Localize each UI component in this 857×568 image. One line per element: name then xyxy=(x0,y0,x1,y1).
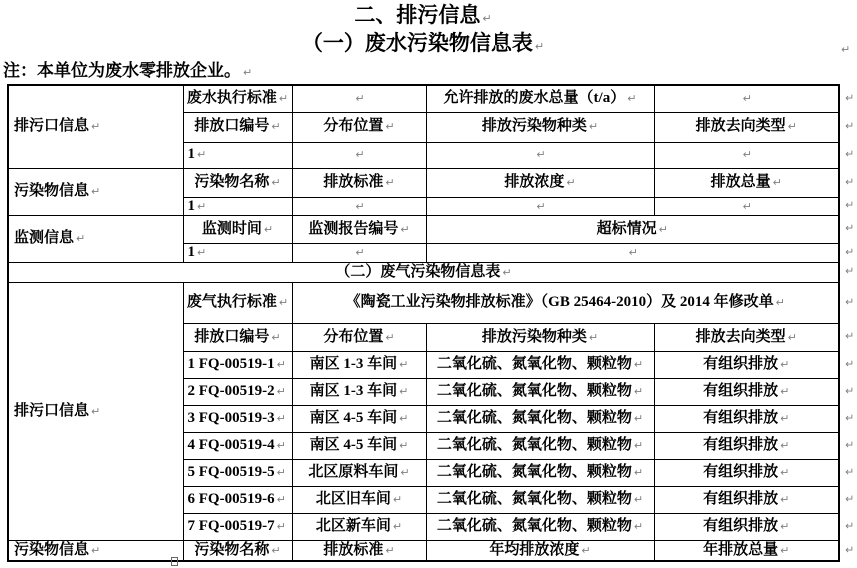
cell-text: 有组织排放 xyxy=(703,464,779,481)
table-row xyxy=(8,85,839,112)
end-of-cell-mark: ↵ xyxy=(385,175,395,189)
end-of-cell-mark: ↵ xyxy=(271,330,281,344)
end-of-row-mark: ↵ xyxy=(845,295,855,308)
cell-text: 南区 4-5 车间 xyxy=(309,410,398,427)
end-of-cell-mark: ↵ xyxy=(276,466,286,480)
table-cell-empty xyxy=(292,197,426,215)
table-cell xyxy=(183,85,292,112)
table-cell xyxy=(183,243,292,262)
end-of-cell-mark: ↵ xyxy=(385,543,395,557)
section-label-cell xyxy=(8,282,183,540)
table-cell-empty xyxy=(292,85,426,112)
end-of-cell-mark: ↵ xyxy=(633,520,644,534)
end-of-cell-mark: ↵ xyxy=(742,92,752,106)
cell-text: 允许排放的废水总量（t/a） xyxy=(443,90,626,107)
end-of-row-mark: ↵ xyxy=(845,384,855,397)
end-of-cell-mark: ↵ xyxy=(581,543,591,557)
table-cell xyxy=(183,513,292,540)
end-of-cell-mark: ↵ xyxy=(276,385,286,399)
end-of-cell-mark: ↵ xyxy=(658,222,668,236)
table-cell xyxy=(292,513,426,540)
table-cell xyxy=(183,215,292,243)
end-of-cell-mark: ↵ xyxy=(536,148,546,162)
table-cell xyxy=(292,405,426,432)
end-of-row-mark: ↵ xyxy=(845,175,855,188)
end-of-row-mark: ↵ xyxy=(845,198,855,212)
pollution-info-table xyxy=(7,84,840,562)
cell-text: 监测时间 xyxy=(201,220,262,237)
end-of-cell-mark: ↵ xyxy=(780,439,790,453)
stray-paragraph-mark: ↵ xyxy=(841,43,851,56)
cell-text: 排放去向类型 xyxy=(695,328,786,345)
end-of-cell-mark: ↵ xyxy=(399,358,409,372)
end-of-row-mark: ↵ xyxy=(845,147,855,161)
cell-text: 二氧化硫、氮氧化物、颗粒物 xyxy=(436,518,632,535)
table-cell xyxy=(292,378,426,405)
cell-text: 排放污染物种类 xyxy=(481,118,587,135)
end-of-cell-mark: ↵ xyxy=(772,175,782,189)
table-cell xyxy=(654,540,839,561)
table-cell xyxy=(183,378,292,405)
cell-text: 年排放总量 xyxy=(703,541,779,558)
end-of-cell-mark: ↵ xyxy=(263,222,274,236)
end-of-cell-mark: ↵ xyxy=(742,199,752,213)
table-cell xyxy=(183,142,292,168)
table-cell-empty xyxy=(426,142,654,168)
cell-text: 排放标准 xyxy=(323,541,384,558)
table-cell xyxy=(426,112,654,142)
table-cell xyxy=(183,405,292,432)
cell-text: 排放去向类型 xyxy=(695,118,786,135)
table-cell xyxy=(654,459,839,486)
cell-text: 排污口信息 xyxy=(14,118,90,135)
table-row xyxy=(8,262,839,282)
table-cell xyxy=(292,540,426,561)
end-of-row-mark: ↵ xyxy=(845,438,855,451)
table-cell xyxy=(654,513,839,540)
table-cell xyxy=(426,378,654,405)
end-of-cell-mark: ↵ xyxy=(780,466,790,480)
end-of-row-mark: ↵ xyxy=(845,264,855,278)
section-label-cell xyxy=(8,215,183,262)
end-of-cell-mark: ↵ xyxy=(385,120,395,134)
cell-text: 废气执行标准 xyxy=(186,294,277,311)
table-wrapper xyxy=(7,84,857,562)
table-cell xyxy=(654,351,839,378)
end-of-cell-mark: ↵ xyxy=(91,120,101,134)
table-cell xyxy=(426,486,654,513)
cell-text: 排放浓度 xyxy=(504,173,565,190)
end-of-cell-mark: ↵ xyxy=(276,520,286,534)
section-label-cell xyxy=(8,85,183,168)
end-of-cell-mark: ↵ xyxy=(780,520,790,534)
end-of-cell-mark: ↵ xyxy=(780,412,790,426)
table-row xyxy=(8,215,839,243)
end-of-cell-mark: ↵ xyxy=(566,175,576,189)
end-of-cell-mark: ↵ xyxy=(742,148,752,162)
cell-text: 二氧化硫、氮氧化物、颗粒物 xyxy=(436,356,632,373)
cell-text: 有组织排放 xyxy=(703,410,779,427)
end-of-cell-mark: ↵ xyxy=(502,265,512,279)
cell-text: 排放总量 xyxy=(710,173,771,190)
document-page xyxy=(0,3,857,568)
table-cell xyxy=(183,282,292,323)
end-of-cell-mark: ↵ xyxy=(276,493,286,507)
table-cell xyxy=(654,432,839,459)
cell-text: 有组织排放 xyxy=(703,518,779,535)
table-cell-empty xyxy=(654,85,839,112)
cell-text: 4 FQ-00519-4 xyxy=(187,437,275,454)
table-cell xyxy=(292,282,839,323)
table-cell xyxy=(426,168,654,197)
end-of-row-mark: ↵ xyxy=(845,119,855,133)
end-of-row-mark: ↵ xyxy=(845,91,855,104)
cell-text: 污染物名称 xyxy=(194,173,270,190)
table-cell xyxy=(654,323,839,351)
cell-text: 二氧化硫、氮氧化物、颗粒物 xyxy=(436,383,632,400)
end-of-cell-mark: ↵ xyxy=(271,543,281,557)
end-of-cell-mark: ↵ xyxy=(91,543,101,557)
page-subtitle-line xyxy=(7,31,839,59)
cell-text: 废水执行标准 xyxy=(186,90,277,107)
end-of-cell-mark: ↵ xyxy=(355,246,365,260)
end-of-cell-mark: ↵ xyxy=(588,120,599,134)
cell-text: 二氧化硫、氮氧化物、颗粒物 xyxy=(436,410,632,427)
table-cell xyxy=(183,486,292,513)
cell-text: 南区 1-3 车间 xyxy=(309,383,398,400)
cell-text: 污染物名称 xyxy=(194,541,270,558)
end-of-cell-mark: ↵ xyxy=(775,296,785,310)
table-cell xyxy=(426,513,654,540)
end-of-cell-mark: ↵ xyxy=(91,185,101,198)
table-cell xyxy=(183,351,292,378)
page-title: 二、排污信息 xyxy=(354,3,481,27)
table-cell xyxy=(183,168,292,197)
table-cell-empty xyxy=(292,243,426,262)
end-of-cell-mark: ↵ xyxy=(278,92,289,106)
table-cell xyxy=(654,112,839,142)
end-of-cell-mark: ↵ xyxy=(780,385,790,399)
end-of-row-mark: ↵ xyxy=(845,329,855,343)
table-cell xyxy=(292,459,426,486)
cell-text: 5 FQ-00519-5 xyxy=(187,464,275,481)
table-cell xyxy=(183,112,292,142)
table-cell xyxy=(292,351,426,378)
end-of-row-mark: ↵ xyxy=(845,492,855,505)
table-cell xyxy=(426,323,654,351)
paragraph-mark: ↵ xyxy=(243,66,253,79)
cell-text: 二氧化硫、氮氧化物、颗粒物 xyxy=(436,437,632,454)
page-title-line xyxy=(7,3,839,31)
cell-text: 排放污染物种类 xyxy=(481,328,587,345)
table-cell-empty xyxy=(426,197,654,215)
cell-text: 有组织排放 xyxy=(703,383,779,400)
end-of-row-mark: ↵ xyxy=(845,465,855,478)
end-of-cell-mark: ↵ xyxy=(787,120,797,134)
end-of-cell-mark: ↵ xyxy=(197,148,207,162)
end-of-cell-mark: ↵ xyxy=(392,493,403,507)
table-cell xyxy=(426,405,654,432)
cell-text: 排放标准 xyxy=(323,173,384,190)
table-cell xyxy=(426,540,654,561)
table-cell xyxy=(292,112,426,142)
end-of-row-mark: ↵ xyxy=(845,357,855,370)
end-of-cell-mark: ↵ xyxy=(355,148,365,162)
end-of-cell-mark: ↵ xyxy=(197,246,207,260)
section-label-cell xyxy=(8,540,183,561)
cell-text: 南区 1-3 车间 xyxy=(309,356,398,373)
table-cell xyxy=(183,432,292,459)
table-cell xyxy=(292,215,426,243)
end-of-cell-mark: ↵ xyxy=(536,199,546,213)
end-of-cell-mark: ↵ xyxy=(633,439,644,453)
table-cell xyxy=(654,405,839,432)
cell-text: 1 xyxy=(187,197,195,214)
end-of-cell-mark: ↵ xyxy=(633,493,644,507)
end-of-cell-mark: ↵ xyxy=(271,175,281,189)
table-cell xyxy=(183,540,292,561)
cell-text: 2 FQ-00519-2 xyxy=(187,383,275,400)
table-cell xyxy=(292,323,426,351)
page-subtitle: （一）废水污染物信息表 xyxy=(301,31,533,55)
row-mark-rail xyxy=(843,84,857,562)
end-of-cell-mark: ↵ xyxy=(780,358,790,372)
cell-text: 二氧化硫、氮氧化物、颗粒物 xyxy=(436,464,632,481)
table-cell xyxy=(654,168,839,197)
note-text: 注：本单位为废水零排放企业。 xyxy=(3,61,241,80)
end-of-cell-mark: ↵ xyxy=(400,466,410,480)
table-cell xyxy=(654,378,839,405)
cell-text: 北区新车间 xyxy=(315,518,391,535)
cell-text: 北区旧车间 xyxy=(315,491,391,508)
cell-text: 污染物信息 xyxy=(14,183,90,199)
table-cell xyxy=(292,432,426,459)
paragraph-mark: ↵ xyxy=(534,40,545,53)
cell-text: 1 xyxy=(187,146,195,163)
table-cell xyxy=(183,459,292,486)
table-cell xyxy=(183,197,292,215)
cell-text: 3 FQ-00519-3 xyxy=(187,410,275,427)
end-of-cell-mark: ↵ xyxy=(780,543,790,557)
cell-text: 《陶瓷工业污染物排放标准》（GB 25464-2010）及 2014 年修改单 xyxy=(345,294,774,311)
table-cell-empty xyxy=(426,243,839,262)
end-of-row-mark: ↵ xyxy=(845,245,855,258)
table-cell-empty xyxy=(654,197,839,215)
end-of-cell-mark: ↵ xyxy=(385,330,395,344)
cell-text: 排污口信息 xyxy=(14,402,90,419)
section-label-cell xyxy=(8,168,183,215)
end-of-cell-mark: ↵ xyxy=(399,439,409,453)
end-of-cell-mark: ↵ xyxy=(355,92,365,106)
cell-text: 有组织排放 xyxy=(703,356,779,373)
end-of-cell-mark: ↵ xyxy=(633,358,644,372)
table-row xyxy=(8,282,839,323)
cell-text: 监测报告编号 xyxy=(308,220,399,237)
paragraph-mark: ↵ xyxy=(482,12,492,25)
cell-text: 6 FQ-00519-6 xyxy=(187,491,275,508)
cell-text: 7 FQ-00519-7 xyxy=(187,518,275,535)
cell-text: 排放口编号 xyxy=(194,118,270,135)
table-cell-empty xyxy=(292,142,426,168)
end-of-cell-mark: ↵ xyxy=(276,358,286,372)
cell-text: 排放口编号 xyxy=(194,328,270,345)
table-cell xyxy=(426,215,839,243)
table-row xyxy=(8,540,839,561)
table-body xyxy=(8,85,839,561)
table-cell xyxy=(8,262,839,282)
end-of-cell-mark: ↵ xyxy=(787,330,797,344)
table-row xyxy=(8,168,839,197)
table-cell xyxy=(292,168,426,197)
table-cell xyxy=(183,323,292,351)
end-of-row-mark: ↵ xyxy=(845,519,855,532)
cell-text: 二氧化硫、氮氧化物、颗粒物 xyxy=(436,491,632,508)
end-of-cell-mark: ↵ xyxy=(633,466,644,480)
end-of-cell-mark: ↵ xyxy=(780,493,790,507)
end-of-cell-mark: ↵ xyxy=(399,385,409,399)
end-of-row-mark: ↵ xyxy=(845,411,855,424)
end-of-cell-mark: ↵ xyxy=(271,120,281,134)
end-of-row-mark: ↵ xyxy=(845,221,855,235)
end-of-cell-mark: ↵ xyxy=(276,439,286,453)
end-of-cell-mark: ↵ xyxy=(392,520,403,534)
end-of-cell-mark: ↵ xyxy=(278,296,289,310)
table-cell xyxy=(426,351,654,378)
end-of-cell-mark: ↵ xyxy=(628,246,638,260)
cell-text: 有组织排放 xyxy=(703,437,779,454)
cell-text: 南区 4-5 车间 xyxy=(309,437,398,454)
cell-text: （二）废气污染物信息表 xyxy=(335,263,501,280)
cell-text: 1 FQ-00519-1 xyxy=(187,356,275,373)
end-of-cell-mark: ↵ xyxy=(76,232,86,246)
end-of-cell-mark: ↵ xyxy=(588,330,599,344)
cell-text: 监测信息 xyxy=(14,230,75,247)
end-of-cell-mark: ↵ xyxy=(276,412,286,426)
table-cell xyxy=(426,432,654,459)
note-line xyxy=(3,59,857,84)
end-of-cell-mark: ↵ xyxy=(633,385,644,399)
end-of-cell-mark: ↵ xyxy=(91,404,101,418)
cell-text: 年均排放浓度 xyxy=(489,541,580,558)
table-cell xyxy=(426,459,654,486)
end-of-cell-mark: ↵ xyxy=(355,199,365,213)
cell-text: 超标情况 xyxy=(596,220,657,237)
table-cell xyxy=(654,486,839,513)
cell-text: 有组织排放 xyxy=(703,491,779,508)
table-cell-empty xyxy=(654,142,839,168)
end-of-cell-mark: ↵ xyxy=(197,199,207,213)
end-of-cell-mark: ↵ xyxy=(627,92,637,106)
cell-text: 污染物信息 xyxy=(14,541,90,558)
end-of-cell-mark: ↵ xyxy=(399,412,409,426)
end-of-row-mark: ↵ xyxy=(845,543,855,556)
cell-text: 1 xyxy=(187,244,195,261)
cell-text: 分布位置 xyxy=(323,118,384,135)
cell-text: 分布位置 xyxy=(323,328,384,345)
end-of-cell-mark: ↵ xyxy=(633,412,644,426)
table-cell xyxy=(292,486,426,513)
table-cell xyxy=(426,85,654,112)
cell-text: 北区原料车间 xyxy=(308,464,399,481)
end-of-cell-mark: ↵ xyxy=(400,222,410,236)
